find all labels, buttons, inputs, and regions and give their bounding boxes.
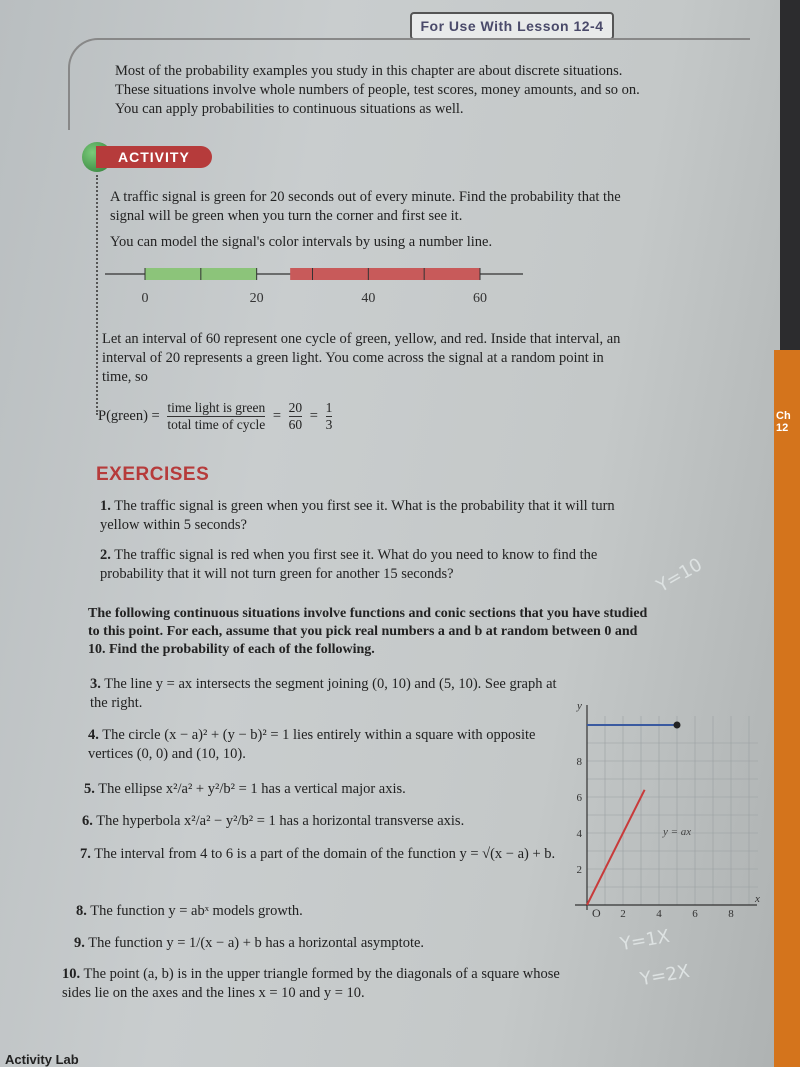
formula-fraction-2 [289,400,303,433]
exercise-10 [62,965,572,1003]
y-axis-label: y [577,700,582,712]
dotted-margin-line [96,175,98,415]
exercise-8-text: The function y = abˣ models growth. [90,903,303,919]
red-interval [290,268,480,280]
number-line-label-40: 40 [361,291,376,306]
fraction-3-numerator: 1 [325,400,333,415]
segment-endpoint [674,722,681,729]
exercise-8 [76,902,556,921]
exercise-2 [100,546,630,584]
exercise-6 [82,812,552,831]
intro-paragraph: Most of the probability examples you study in this chapter are about discrete situations. These situations involve whole numbers of people, test scores, money amounts, and so on. You can apply probabilities to continuous situations as well. [115,63,640,117]
side-tab-label: Ch 12 [776,410,791,434]
activity-label: ACTIVITY [96,146,212,168]
lesson-tab: For Use With Lesson 12-4 [410,12,614,40]
x-tick-6: 6 [692,908,698,920]
x-tick-8: 8 [728,908,734,920]
coordinate-graph [565,695,765,925]
exercise-2-text: The traffic signal is red when you first see it. What do you need to know to find the probability that it will not turn green for another 15 seconds? [100,547,598,582]
activity-paragraph-1: A traffic signal is green for 20 seconds out of every minute. Find the probability that the signal will be green when you turn the corner and first see it. [110,189,621,224]
line-label: y = ax [663,826,692,838]
exercise-3-number: 3. [90,676,101,692]
number-line-label-60: 60 [473,291,487,306]
exercise-7 [80,845,560,864]
fraction-2-numerator: 20 [288,400,303,415]
exercise-6-text: The hyperbola x²/a² − y²/b² = 1 has a horizontal transverse axis. [96,813,465,829]
exercise-9-text: The function y = 1/(x − a) + b has a horizontal asymptote. [88,935,425,951]
origin-label: O [592,906,601,920]
exercise-10-number: 10. [62,966,81,982]
fraction-3-denominator: 3 [325,417,333,432]
handwriting-note-2: Y=1X [618,925,672,956]
formula-lhs: P(green) = [98,408,160,424]
exercise-4-text: The circle (x − a)² + (y − b)² = 1 lies entirely within a square with opposite vertices (0, 0) and (10, 10). [88,727,536,762]
exercise-10-text: The point (a, b) is in the upper triangle formed by the diagonals of a square whose sides lie on the axes and the lines x = 10 and y = 10. [62,966,560,1001]
fraction-1-numerator: time light is green [167,400,266,415]
handwriting-note-1: Y=10 [653,554,706,597]
exercise-1 [100,497,630,535]
activity-paragraph-3: Let an interval of 60 represent one cycle of green, yellow, and red. Inside that interval, an interval of 20 represents a green light. You come across the signal at a random point in time, so [102,331,621,385]
y-tick-6: 6 [576,792,582,804]
instructions-paragraph: The following continuous situations involve functions and conic sections that you have studied to this point. For each, assume that you pick real numbers a and b at random between 0 and 10. Find the probability of each of the following. [88,606,648,657]
x-axis-label: x [755,893,760,905]
exercise-4 [88,726,558,764]
activity-badge [82,142,212,172]
orange-tab-strip [774,350,800,1067]
exercise-9 [74,934,554,953]
line-y-equals-ax [587,790,645,905]
probability-formula [98,400,336,440]
exercise-1-number: 1. [100,498,111,514]
x-tick-4: 4 [656,908,662,920]
exercise-9-number: 9. [74,935,85,951]
exercise-7-number: 7. [80,846,91,862]
exercise-5-number: 5. [84,781,95,797]
y-tick-4: 4 [576,828,582,840]
handwriting-note-3: Y=2X [638,960,692,991]
footer-text: Activity Lab [5,1052,79,1067]
y-tick-8: 8 [576,756,582,768]
exercise-3-text: The line y = ax intersects the segment joining (0, 10) and (5, 10). See graph at the right. [90,676,557,711]
exercise-4-number: 4. [88,727,99,743]
formula-fraction-1 [167,400,265,433]
number-line-label-0: 0 [141,291,149,306]
fraction-2-denominator: 60 [288,417,303,432]
exercise-8-number: 8. [76,903,87,919]
number-line [105,262,525,312]
exercise-1-text: The traffic signal is green when you first see it. What is the probability that it will turn yellow within 5 seconds? [100,498,615,533]
exercise-7-text: The interval from 4 to 6 is a part of the domain of the function y = √(x − a) + b. [94,846,556,862]
y-tick-2: 2 [576,864,582,876]
equals-sign-2: = [309,408,318,424]
exercise-5 [84,780,554,799]
formula-fraction-3 [326,400,333,433]
equals-sign-1: = [272,408,282,424]
x-tick-2: 2 [620,908,626,920]
exercise-3 [90,675,560,713]
exercise-2-number: 2. [100,547,111,563]
exercise-6-number: 6. [82,813,93,829]
exercises-heading: EXERCISES [96,464,210,485]
exercise-5-text: The ellipse x²/a² + y²/b² = 1 has a vertical major axis. [98,781,406,797]
number-line-label-20: 20 [249,291,264,306]
fraction-1-denominator: total time of cycle [167,417,266,432]
activity-paragraph-2: You can model the signal's color intervals by using a number line. [110,234,493,250]
